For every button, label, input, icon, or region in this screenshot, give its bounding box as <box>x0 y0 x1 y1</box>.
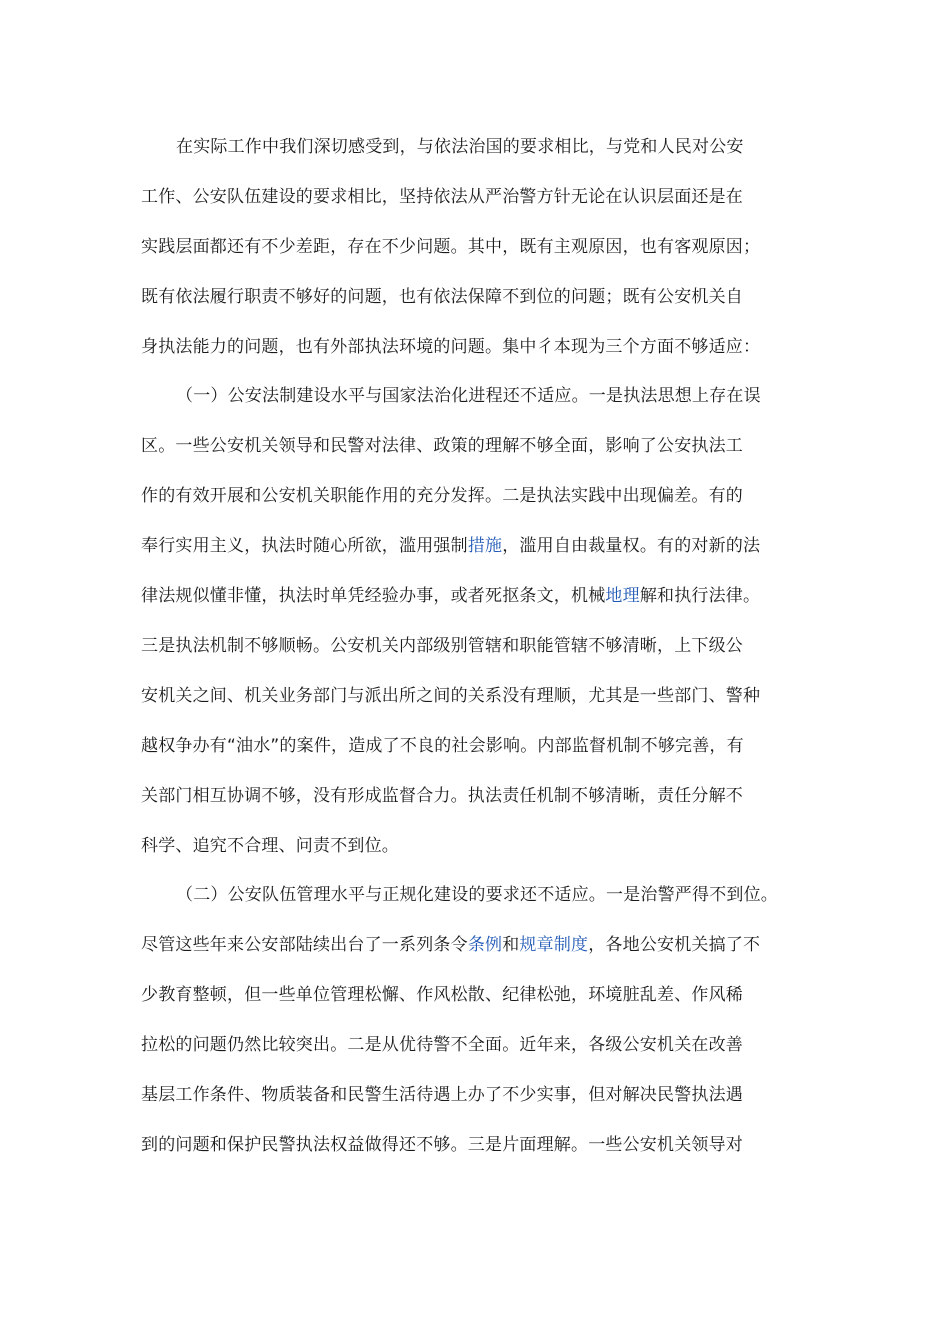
paragraph-2-line-7: 安机关之间、机关业务部门与派出所之间的关系没有理顺，尤其是一些部门、警种 <box>141 686 761 706</box>
paragraph-3-line-5: 基层工作条件、物质装备和民警生活待遇上办了不少实事，但对解决民警执法遇 <box>141 1085 743 1105</box>
paragraph-2-line-6: 三是执法机制不够顺畅。公安机关内部级别管辖和职能管辖不够清晰，上下级公 <box>141 636 743 656</box>
paragraph-3-line-3: 少教育整顿，但一些单位管理松懈、作风松散、纪律松弛，环境脏乱差、作风稀 <box>141 985 743 1005</box>
paragraph-3-line-2: 尽管这些年来公安部陆续出台了一系列条令条例和规章制度，各地公安机关搞了不 <box>141 935 761 955</box>
paragraph-2-line-3: 作的有效开展和公安机关职能作用的充分发挥。二是执法实践中出现偏差。有的 <box>141 486 743 506</box>
link-dili[interactable]: 地理 <box>605 586 640 606</box>
paragraph-3-line-1: （二）公安队伍管理水平与正规化建设的要求还不适应。一是治警严得不到位。 <box>176 885 778 905</box>
paragraph-1-line-4: 既有依法履行职责不够好的问题，也有依法保障不到位的问题；既有公安机关自 <box>141 287 743 307</box>
paragraph-1-line-5: 身执法能力的问题，也有外部执法环境的问题。集中彳本现为三个方面不够适应： <box>141 337 761 357</box>
paragraph-2-line-9: 关部门相互协调不够，没有形成监督合力。执法责任机制不够清晰，责任分解不 <box>141 786 743 806</box>
paragraph-2-line-10: 科学、追究不合理、问责不到位。 <box>141 836 399 856</box>
paragraph-2-line-4: 奉行实用主义，执法时随心所欲，滥用强制措施，滥用自由裁量权。有的对新的法 <box>141 536 761 556</box>
paragraph-3-line-4: 拉松的问题仍然比较突出。二是从优待警不全面。近年来，各级公安机关在改善 <box>141 1035 743 1055</box>
link-tiaoli[interactable]: 条例 <box>467 935 503 955</box>
paragraph-1-line-3: 实践层面都还有不少差距，存在不少问题。其中，既有主观原因，也有客观原因； <box>141 237 761 257</box>
paragraph-2-line-5: 律法规似懂非懂，执法时单凭经验办事，或者死抠条文，机械地理解和执行法律。 <box>141 586 761 606</box>
paragraph-1-line-2: 工作、公安队伍建设的要求相比，坚持依法从严治警方针无论在认识层面还是在 <box>141 187 743 207</box>
paragraph-2-line-1: （一）公安法制建设水平与国家法治化进程还不适应。一是执法思想上存在误 <box>176 386 761 406</box>
paragraph-2-line-8: 越权争办有“油水”的案件，造成了不良的社会影响。内部监督机制不够完善，有 <box>141 736 744 756</box>
paragraph-1-line-1: 在实际工作中我们深切感受到，与依法治国的要求相比，与党和人民对公安 <box>176 137 744 157</box>
paragraph-2-line-2: 区。一些公安机关领导和民警对法律、政策的理解不够全面，影响了公安执法工 <box>141 436 743 456</box>
paragraph-3-line-6: 到的问题和保护民警执法权益做得还不够。三是片面理解。一些公安机关领导对 <box>141 1135 743 1155</box>
link-guizhang-zhidu[interactable]: 规章制度 <box>519 935 589 955</box>
link-cuoshi[interactable]: 措施 <box>467 536 503 556</box>
